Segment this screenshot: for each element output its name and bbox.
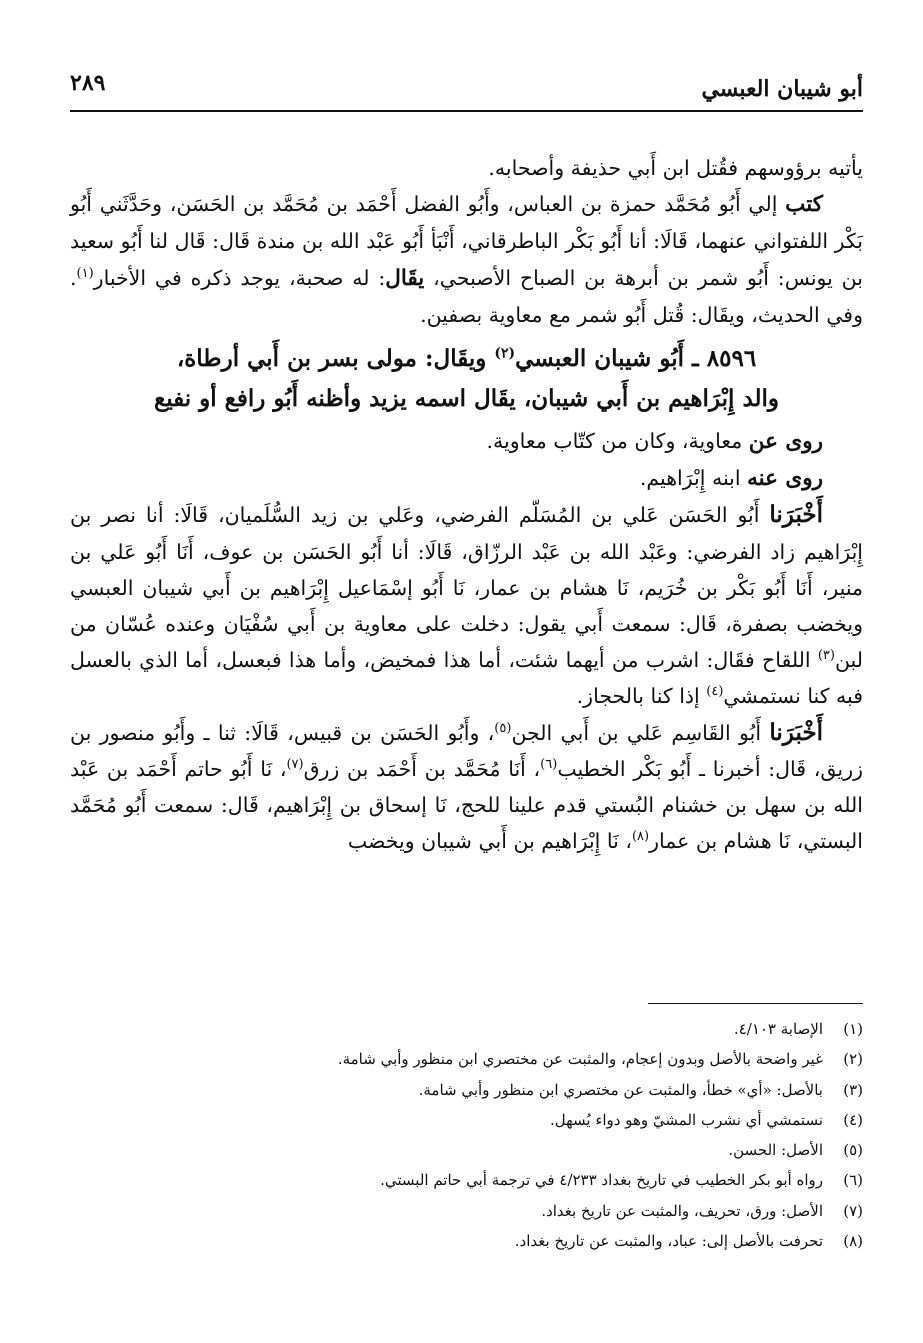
footnote-ref-2[interactable]: (٢) <box>494 345 516 362</box>
entry-line-1 <box>70 339 863 379</box>
page-number: ٢٨٩ <box>70 70 106 96</box>
footnote-number: (٤) <box>843 1110 863 1129</box>
footnote-8 <box>70 1226 863 1256</box>
keyword-rawa-an: روى عن <box>748 429 823 455</box>
biography-entry-heading <box>70 339 863 419</box>
footnote-4 <box>70 1105 863 1135</box>
footnote-ref-6[interactable]: (٦) <box>540 757 558 773</box>
text-segment: ، وأَبُو الحَسَن بن قبيس، قَالَا: ثنا ـ وأَبُو منصور بن زريق، قَال: أخبرنا ـ أَبُو بَكْر الخطيب <box>70 720 863 781</box>
footnote-number: (٨) <box>843 1232 863 1251</box>
paragraph-continuation: يأتيه برؤوسهم فقُتل ابن أَبي حذيفة وأصحابه. <box>488 156 863 180</box>
footnote-text: غير واضحة بالأصل وبدون إعجام، والمثبت عن مختصري ابن منظور وأبي شامة. <box>337 1050 823 1069</box>
paragraph-rawa-an <box>70 423 863 460</box>
footnote-text: بالأصل: «أي» خطأ، والمثبت عن مختصري ابن منظور وأبي شامة. <box>418 1080 823 1099</box>
footnote-text: رواه أبو بكر الخطيب في تاريخ بغداد ٤/٢٣٣ في ترجمة أبي حاتم البستي. <box>380 1171 823 1190</box>
keyword-akhbarana: أَخْبَرَنا <box>769 501 823 529</box>
keyword-rawa-anhu: روى عنه <box>747 466 823 492</box>
text-segment: معاوية، وكان من كتّاب معاوية. <box>486 429 749 454</box>
footnote-1 <box>70 1014 863 1044</box>
entry-title: ٨٥٩٦ ـ أَبُو شيبان العبسي <box>515 345 757 373</box>
paragraph-akhbarana-1 <box>70 497 863 714</box>
footnote-number: (١) <box>843 1020 863 1038</box>
footnote-number: (٥) <box>843 1141 863 1160</box>
running-header <box>70 66 863 112</box>
running-title: أبو شيبان العبسي <box>701 76 863 102</box>
keyword-akhbarana: أَخْبَرَنا <box>769 718 823 746</box>
footnote-text: نستمشي أي نشرب المشيّ وهو دواء يُسهل. <box>549 1110 823 1129</box>
footnote-2 <box>70 1044 863 1074</box>
footnote-ref-7[interactable]: (٧) <box>286 757 304 773</box>
footnote-text: الأصل: ورق، تحريف، والمثبت عن تاريخ بغداد. <box>541 1201 823 1220</box>
footnote-ref-3[interactable]: (٣) <box>817 648 835 664</box>
text-segment: ، نَا أَبُو حاتم أَحْمَد بن عَبْد الله بن سهل بن خشنام البُستي قدم علينا للحج، نَا إسحاق بن إِبْرَاهيم، قَال: سمعت أَبُو مُحَمَّد البستي، نَا هشام بن عمار <box>70 756 863 854</box>
main-text <box>70 150 863 859</box>
footnote-ref-1[interactable]: (١) <box>76 265 94 281</box>
footnote-ref-8[interactable]: (٨) <box>631 829 650 845</box>
paragraph-kutub <box>70 186 863 333</box>
text-segment: . وفي الحديث، ويقَال: قُتل أَبُو شمر مع معاوية بصفين. <box>70 265 863 327</box>
footnote-6 <box>70 1165 863 1195</box>
text-segment: أَبُو القَاسِم عَلي بن أَبي الجن <box>511 720 770 745</box>
text-segment: ابنه إِبْرَاهيم. <box>639 466 748 491</box>
footnote-5 <box>70 1135 863 1165</box>
footnotes <box>70 1014 863 1256</box>
footnote-text: تحرفت بالأصل إلى: عباد، والمثبت عن تاريخ بغداد. <box>514 1232 823 1251</box>
footnote-separator <box>648 1003 863 1004</box>
keyword-yuqal: يقَال <box>385 265 425 291</box>
text-segment: إذا كنا بالحجاز. <box>576 684 707 709</box>
footnote-text: الإصابة ٤/١٠٣. <box>733 1020 823 1038</box>
text-segment: ، نَا إِبْرَاهيم بن أَبي شيبان ويخضب <box>347 829 632 854</box>
footnote-ref-5[interactable]: (٥) <box>494 720 512 736</box>
footnote-text: الأصل: الحسن. <box>728 1141 823 1160</box>
text-segment: إلي أَبُو مُحَمَّد حمزة بن العباس، وأَبُو الفضل أَحْمَد بن مُحَمَّد بن الحَسَن، وحَدَّثَني أَبُو بَكْر اللفتواني عنهما، قَالَا: أنا أَبُو بَكْر الباطرقاني، أَنْبَأ أَبُو عَبْد الله بن مندة قَال: قَال لنا أَبُو سعيد بن يونس: أَبُو شمر بن أبرهة بن الصباح الأصبحي، <box>70 192 863 290</box>
paragraph-akhbarana-2 <box>70 715 863 860</box>
footnote-3 <box>70 1075 863 1105</box>
entry-alias: ويقَال: مولى بسر بن أَبي أرطاة، <box>176 345 495 373</box>
text-segment: : له صحبة، يوجد ذكره في الأخبار <box>93 265 386 290</box>
footnote-number: (٦) <box>843 1171 863 1190</box>
footnote-number: (٧) <box>843 1201 863 1220</box>
text-segment: ، أَنَا مُحَمَّد بن أَحْمَد بن زرق <box>303 756 541 781</box>
footnote-number: (٣) <box>843 1080 863 1099</box>
entry-line-2: والد إِبْرَاهيم بن أَبي شيبان، يقَال اسمه يزيد وأظنه أَبُو رافع أو نفيع <box>153 385 780 413</box>
footnote-7 <box>70 1196 863 1226</box>
text-segment: أَبُو الحَسَن عَلي بن المُسَلّم الفرضي، وعَلي بن زيد السُّلَميان، قَالَا: أنا نصر بن إِبْرَاهيم زاد الفرضي: وعَبْد الله بن عَبْد الرزّاق، قَالَا: أنا أَبُو الحَسَن بن عوف، أَنَا أَبُو عَلي بن منير، أَنَا أَبُو بَكْر بن خُرَيم، نَا هشام بن عمار، نَا أَبُو إسْمَاعيل إِبْرَاهيم بن أَبي شيبان العبسي ويخضب بصفرة، قَال: سمعت أَبي يقول: دخلت على معاوية بن أَبي سُفْيَان وعنده عُسّان من لبن <box>70 503 863 673</box>
footnote-ref-4[interactable]: (٤) <box>706 684 724 700</box>
footnote-number: (٢) <box>843 1050 863 1069</box>
text-segment: اللقاح فقَال: اشرب من أيهما شئت، أما هذا فمخيض، وأما هذا فبعسل، أما الذي بالعسل فبه كنا نستمشي <box>70 648 863 709</box>
keyword-kataba: كتب <box>785 192 823 218</box>
paragraph-rawa-anhu <box>70 460 863 497</box>
